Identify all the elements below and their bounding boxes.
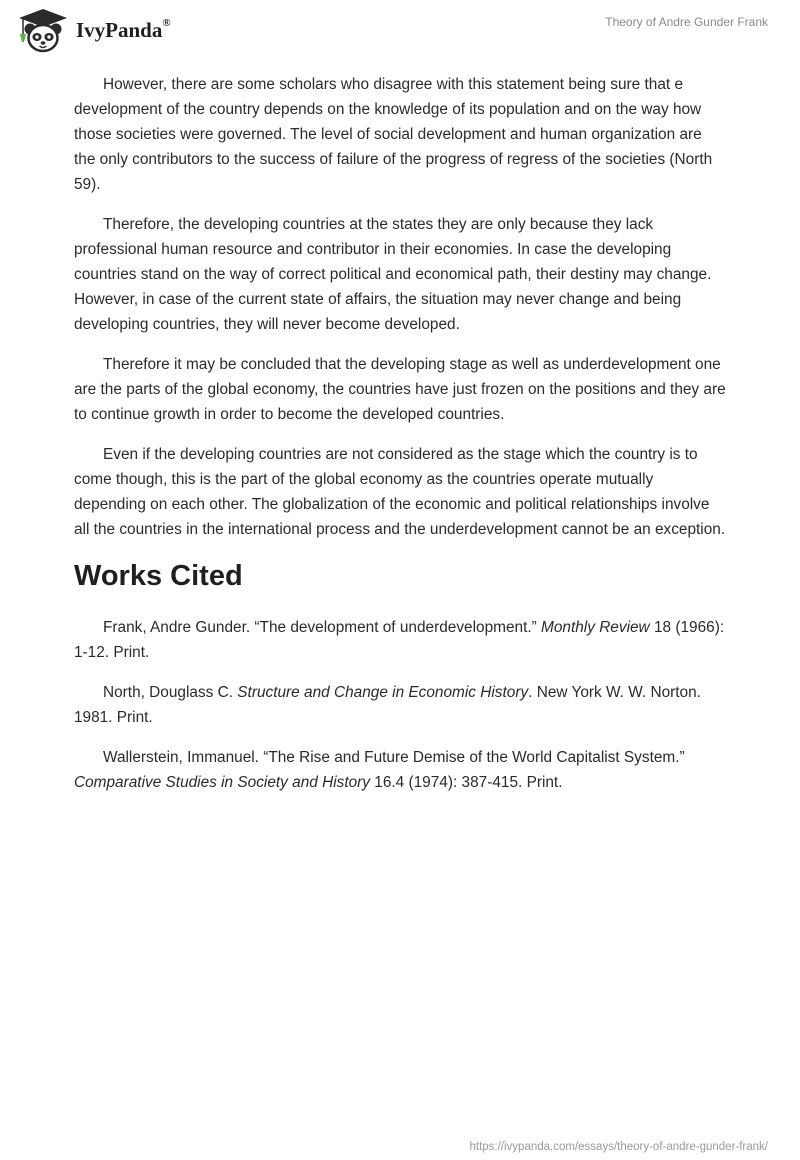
document-title: Theory of Andre Gunder Frank (605, 15, 768, 29)
body-paragraph: Therefore, the developing countries at the states they are only because they lack professional human resource and contributor in their economies. In case the developing countries stand on the way of correct political and economical path, their destiny may change. However, in case of the current state of affairs, the situation may never change and being developing countries, they will never become developed. (74, 216, 712, 333)
body-paragraph: Even if the developing countries are not considered as the stage which the country is to come though, this is the part of the global economy as the countries operate mutually depending on each other. The globalization of the economic and political relationships involve all the countries in the international process and the underdevelopment cannot be an exception. (74, 446, 726, 538)
panda-graduate-icon (14, 7, 72, 55)
works-cited-heading: Works Cited (74, 560, 243, 592)
source-url-link[interactable]: https://ivypanda.com/essays/theory-of-andre-gunder-frank/ (469, 1141, 768, 1153)
page-header (0, 0, 800, 60)
essay-content (74, 72, 726, 810)
body-paragraph: Therefore it may be concluded that the developing stage as well as underdevelopment one are the parts of the global economy, the countries have just frozen on the positions and they are to continue growth in order to become the developed countries. (74, 356, 726, 423)
citation-entry: Frank, Andre Gunder. “The development of underdevelopment.” Monthly Review 18 (1966): 1-12. Print. (74, 619, 725, 661)
body-paragraph: However, there are some scholars who disagree with this statement being sure that e development of the country depends on the knowledge of its population and on the way how those societies were governed. The level of social development and human organization are the only contributors to the success of failure of the progress of regress of the societies (North 59). (74, 76, 713, 193)
citation-entry: Wallerstein, Immanuel. “The Rise and Future Demise of the World Capitalist System.” Comparative Studies in Society and History 16.4 (1974): 387-415. Print. (74, 749, 685, 791)
brand-name: IvyPanda® (76, 16, 171, 42)
citation-entry: North, Douglass C. Structure and Change in Economic History. New York W. W. Norton. 1981. Print. (74, 684, 701, 726)
brand-logo[interactable] (14, 7, 171, 55)
